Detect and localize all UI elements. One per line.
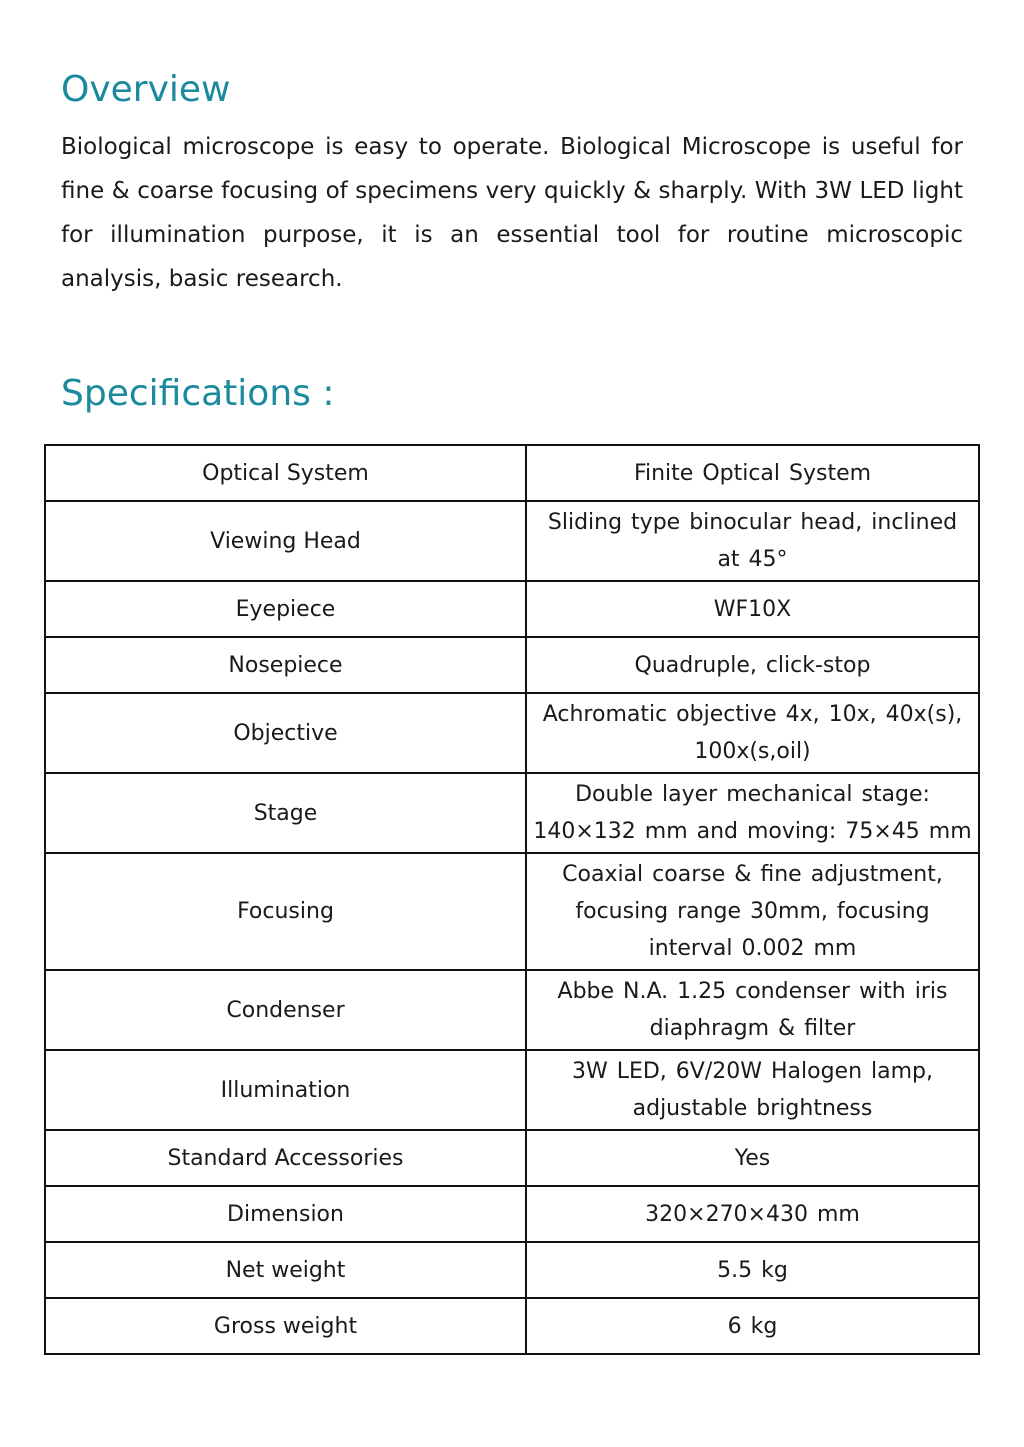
overview-heading: Overview (61, 69, 231, 110)
spec-label: Viewing Head (45, 501, 526, 581)
spec-value: 6 kg (526, 1298, 979, 1354)
table-row (45, 853, 979, 970)
spec-label: Focusing (45, 853, 526, 970)
specifications-heading: Specifications : (61, 373, 335, 414)
table-row (45, 637, 979, 693)
spec-value: 3W LED, 6V/20W Halogen lamp, adjustable brightness (526, 1050, 979, 1130)
spec-label: Objective (45, 693, 526, 773)
spec-label: Gross weight (45, 1298, 526, 1354)
spec-value: Yes (526, 1130, 979, 1186)
overview-paragraph: Biological microscope is easy to operate. Biological Microscope is useful for fine & coarse focusing of specimens very quickly & sharply. With 3W LED light for illumination purpose, it is an essential tool for routine microscopic analysis, basic research. (61, 134, 963, 292)
table-row (45, 581, 979, 637)
table-row (45, 773, 979, 853)
table-row (45, 1298, 979, 1354)
spec-label: Illumination (45, 1050, 526, 1130)
spec-value: 5.5 kg (526, 1242, 979, 1298)
spec-label: Nosepiece (45, 637, 526, 693)
table-row (45, 501, 979, 581)
spec-value: Double layer mechanical stage: 140×132 mm and moving: 75×45 mm (526, 773, 979, 853)
spec-value: Sliding type binocular head, inclined at 45° (526, 501, 979, 581)
table-row (45, 1242, 979, 1298)
spec-label: Eyepiece (45, 581, 526, 637)
table-row (45, 693, 979, 773)
specifications-table (44, 444, 980, 1355)
spec-value: Abbe N.A. 1.25 condenser with iris diaphragm & filter (526, 970, 979, 1050)
table-row (45, 1050, 979, 1130)
table-row (45, 445, 979, 501)
spec-label: Stage (45, 773, 526, 853)
spec-value: Achromatic objective 4x, 10x, 40x(s), 100x(s,oil) (526, 693, 979, 773)
spec-value: Finite Optical System (526, 445, 979, 501)
spec-label: Net weight (45, 1242, 526, 1298)
spec-label: Dimension (45, 1186, 526, 1242)
spec-value: Coaxial coarse & fine adjustment, focusing range 30mm, focusing interval 0.002 mm (526, 853, 979, 970)
spec-value: 320×270×430 mm (526, 1186, 979, 1242)
table-row (45, 970, 979, 1050)
table-row (45, 1186, 979, 1242)
spec-value: Quadruple, click-stop (526, 637, 979, 693)
spec-label: Condenser (45, 970, 526, 1050)
spec-label: Optical System (45, 445, 526, 501)
table-row (45, 1130, 979, 1186)
spec-value: WF10X (526, 581, 979, 637)
spec-label: Standard Accessories (45, 1130, 526, 1186)
